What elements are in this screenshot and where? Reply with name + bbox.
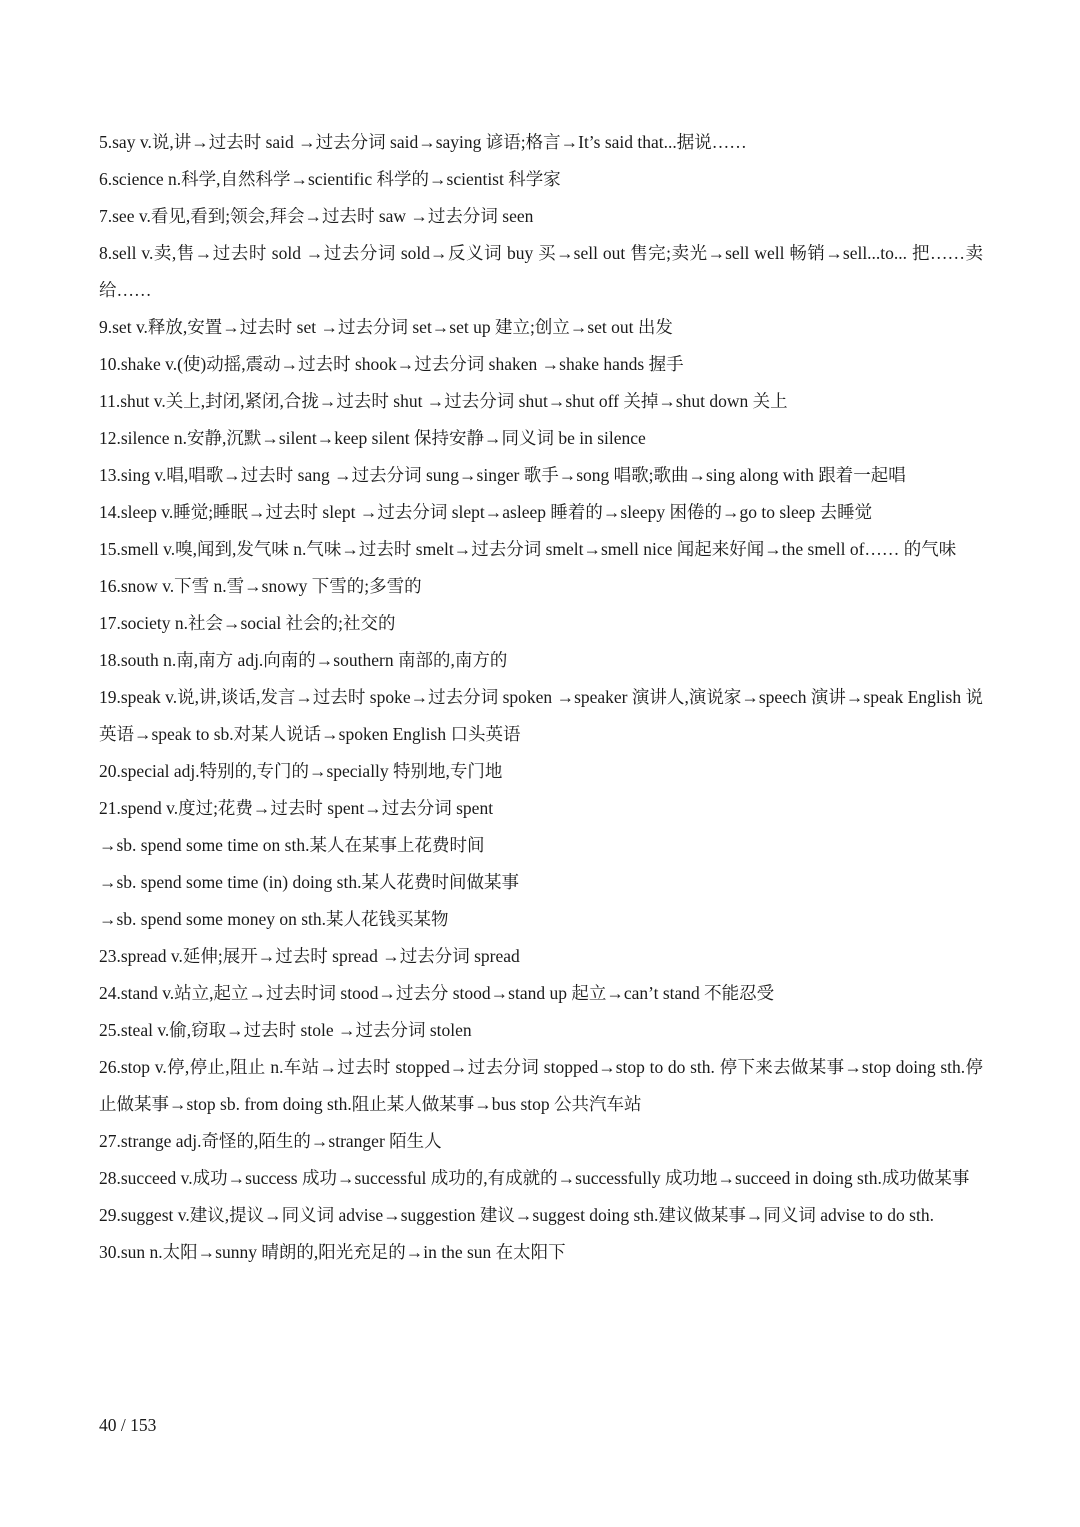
list-item: 14.sleep v.睡觉;睡眠→过去时 slept →过去分词 slept→asleep 睡着的→sleepy 困倦的→go to sleep 去睡觉 [99, 502, 873, 522]
list-item: 8.sell v.卖,售→过去时 sold →过去分词 sold→反义词 buy 买→sell out 售完;卖光→sell well 畅销→sell...to... 把……卖给…… [99, 243, 983, 300]
list-item: 20.special adj.特别的,专门的→specially 特别地,专门地 [99, 761, 503, 781]
list-item: →sb. spend some money on sth.某人花钱买某物 [99, 909, 449, 929]
list-item: 28.succeed v.成功→success 成功→successful 成功的,有成就的→successfully 成功地→succeed in doing sth.成功做某事 [99, 1168, 970, 1188]
list-item: 15.smell v.嗅,闻到,发气味 n.气味→过去时 smelt→过去分词 smelt→smell nice 闻起来好闻→the smell of…… 的气味 [99, 539, 957, 559]
list-item: 11.shut v.关上,封闭,紧闭,合拢→过去时 shut →过去分词 shut→shut off 关掉→shut down 关上 [99, 391, 788, 411]
list-item: 9.set v.释放,安置→过去时 set →过去分词 set→set up 建立;创立→set out 出发 [99, 317, 673, 337]
list-item: 13.sing v.唱,唱歌→过去时 sang →过去分词 sung→singer 歌手→song 唱歌;歌曲→sing along with 跟着一起唱 [99, 465, 906, 485]
list-item: 6.science n.科学,自然科学→scientific 科学的→scientist 科学家 [99, 169, 561, 189]
list-item: 30.sun n.太阳→sunny 晴朗的,阳光充足的→in the sun 在太阳下 [99, 1242, 566, 1262]
list-item: 16.snow v.下雪 n.雪→snowy 下雪的;多雪的 [99, 576, 422, 596]
page-number: 40 / 153 [99, 1415, 157, 1435]
list-item: 7.see v.看见,看到;领会,拜会→过去时 saw →过去分词 seen [99, 206, 534, 226]
list-item: 23.spread v.延伸;展开→过去时 spread →过去分词 spread [99, 946, 520, 966]
list-item: 29.suggest v.建议,提议→同义词 advise→suggestion 建议→suggest doing sth.建议做某事→同义词 advise to do sth. [99, 1205, 934, 1225]
list-item: →sb. spend some time on sth.某人在某事上花费时间 [99, 835, 485, 855]
list-item: 18.south n.南,南方 adj.向南的→southern 南部的,南方的 [99, 650, 508, 670]
vocabulary-list [99, 124, 983, 1271]
list-item: 5.say v.说,讲→过去时 said →过去分词 said→saying 谚语;格言→It’s said that...据说…… [99, 132, 747, 152]
list-item: 17.society n.社会→social 社会的;社交的 [99, 613, 396, 633]
list-item: 25.steal v.偷,窃取→过去时 stole →过去分词 stolen [99, 1020, 472, 1040]
list-item: 27.strange adj.奇怪的,陌生的→stranger 陌生人 [99, 1131, 442, 1151]
list-item: 19.speak v.说,讲,谈话,发言→过去时 spoke→过去分词 spoken →speaker 演讲人,演说家→speech 演讲→speak English 说英语→speak to sb.对某人说话→spoken English 口头英语 [99, 687, 983, 744]
list-item: 12.silence n.安静,沉默→silent→keep silent 保持安静→同义词 be in silence [99, 428, 646, 448]
list-item: 24.stand v.站立,起立→过去时词 stood→过去分 stood→stand up 起立→can’t stand 不能忍受 [99, 983, 775, 1003]
list-item: 26.stop v.停,停止,阻止 n.车站→过去时 stopped→过去分词 stopped→stop to do sth. 停下来去做某事→stop doing sth.停止做某事→stop sb. from doing sth.阻止某人做某事→bus stop 公共汽车站 [99, 1057, 983, 1114]
list-item: →sb. spend some time (in) doing sth.某人花费时间做某事 [99, 872, 519, 892]
list-item: 21.spend v.度过;花费→过去时 spent→过去分词 spent [99, 798, 494, 818]
list-item: 10.shake v.(使)动摇,震动→过去时 shook→过去分词 shaken →shake hands 握手 [99, 354, 684, 374]
